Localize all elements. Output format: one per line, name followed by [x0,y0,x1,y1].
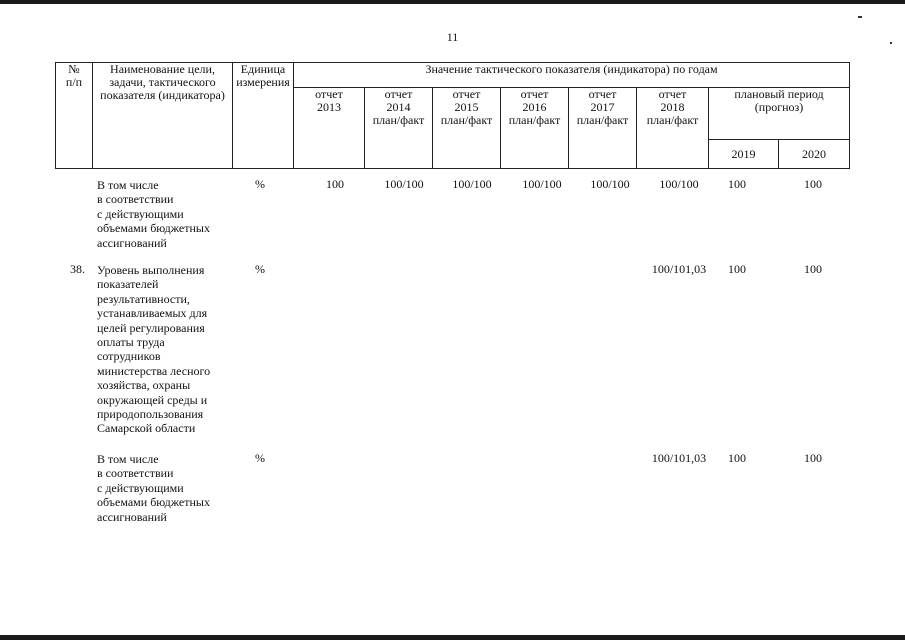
row-name: Уровень выполнения показателей результативности, устанавливаемых для целей регулирования оплаты труда сотрудников министерства лесного хозяйства, охраны окружающей среды и природопользования Самарской области [97,263,211,436]
row-unit: % [255,262,265,276]
row-name: В том числе в соответствии с действующими объемами бюджетных ассигнований [97,178,210,250]
row-value-2014: 100/100 [384,177,424,191]
header-col-2013: отчет 2013 [294,88,365,169]
row-value-2019: 100 [728,177,746,191]
row-unit: % [255,177,265,191]
row-value-2019: 100 [728,262,746,276]
row-value-2018: 100/101,03 [651,262,707,276]
header-unit: Единица измерения [233,63,294,169]
row-value-2020: 100 [804,451,822,465]
header-col-2018: отчет 2018 план/факт [637,88,709,169]
row-number: 38. [70,262,85,276]
header-year-2019: 2019 [709,140,779,169]
row-unit: % [255,451,265,465]
row-value-2013: 100 [326,177,344,191]
page-number: 11 [446,30,459,44]
row-value-2020: 100 [804,262,822,276]
scan-speck [858,16,862,18]
row-value-2017: 100/100 [590,177,630,191]
table-header [55,62,850,169]
row-name: В том числе в соответствии с действующими объемами бюджетных ассигнований [97,452,210,524]
header-name: Наименование цели, задачи, тактического показателя (индикатора) [93,63,233,169]
bottom-scan-edge [0,635,905,640]
row-value-2018: 100/101,03 [651,451,707,465]
header-number: № п/п [56,63,93,169]
header-col-2015: отчет 2015 план/факт [433,88,501,169]
header-values-title: Значение тактического показателя (индикатора) по годам [294,63,850,88]
header-planned-period: плановый период (прогноз) [709,88,850,140]
header-col-2017: отчет 2017 план/факт [569,88,637,169]
header-col-2016: отчет 2016 план/факт [501,88,569,169]
row-value-2015: 100/100 [452,177,492,191]
row-value-2020: 100 [804,177,822,191]
row-value-2016: 100/100 [522,177,562,191]
header-col-2014: отчет 2014 план/факт [365,88,433,169]
header-year-2020: 2020 [779,140,850,169]
row-value-2019: 100 [728,451,746,465]
top-scan-edge [0,0,905,4]
row-value-2018: 100/100 [659,177,699,191]
